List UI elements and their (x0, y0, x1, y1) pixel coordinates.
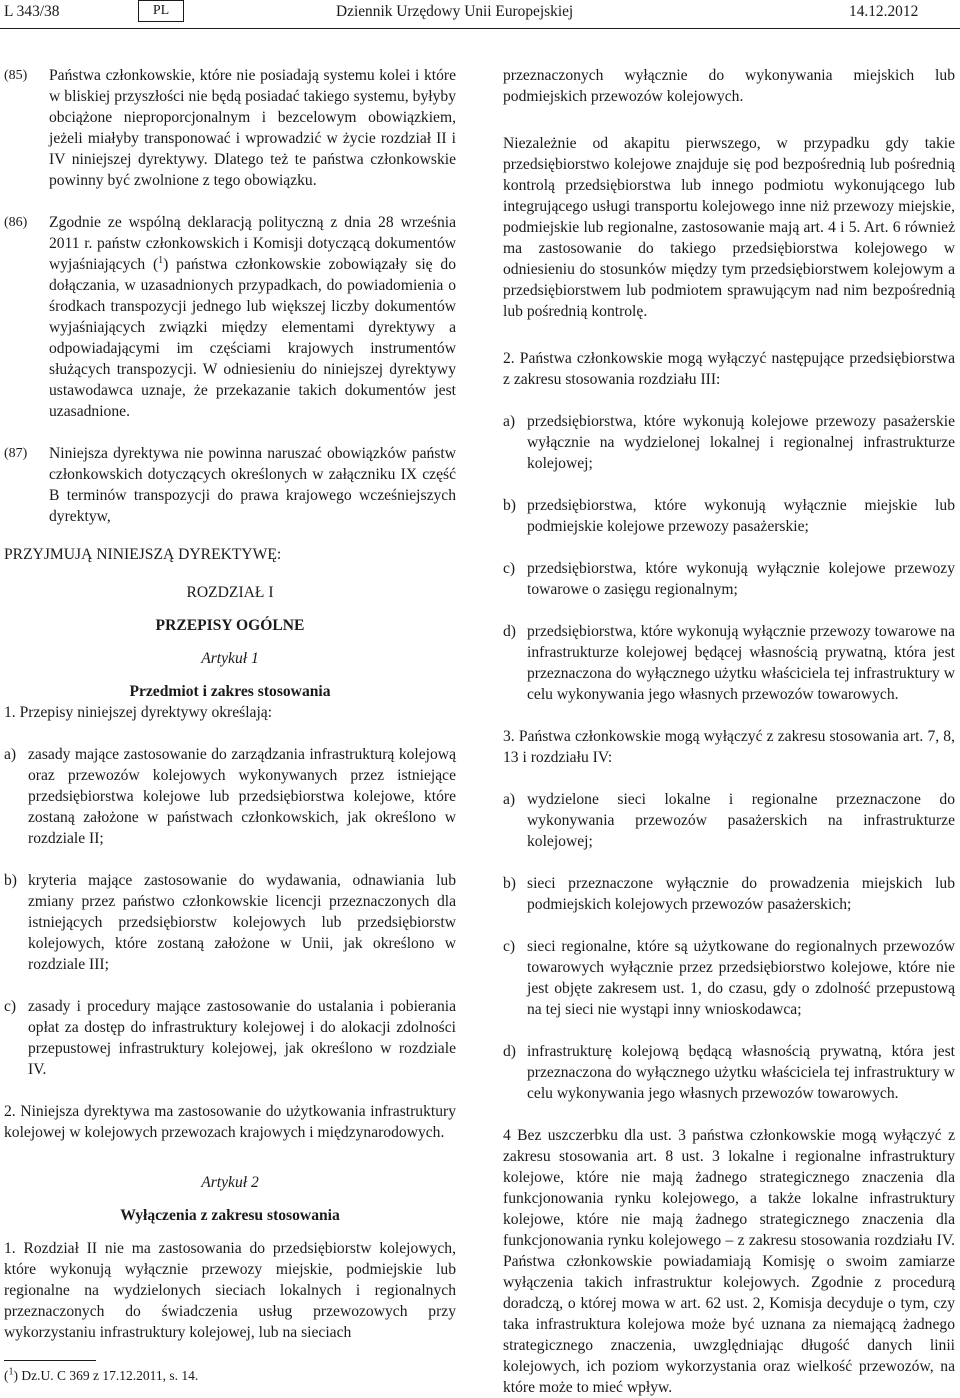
page-header (0, 0, 960, 26)
footnote: ($^1$) Dz.U. C 369 z 17.12.2011, s. 14. (4, 1366, 199, 1383)
list-item: a) przedsiębiorstwa, które wykonują kolejowe przewozy pasażerskie wyłącznie na wydzielonej lokalnej i regionalnej infrastrukturze kolejowej; (503, 413, 955, 472)
list-item: c) zasady i procedury mające zastosowanie do ustalania i pobierania opłat za dostęp do infrastruktury kolejowej i do alokacji zdolności przepustowej infrastruktury kolejowej, jak określono w rozdziale IV. (4, 998, 456, 1078)
right-column (503, 65, 955, 1398)
chapter-title: PRZEPISY OGÓLNE (155, 617, 305, 634)
article-1-paragraph-1: 1. Przepisy niniejszej dyrektywy określają: (4, 704, 273, 721)
list-item: a) wydzielone sieci lokalne i regionalne przeznaczone do wykonywania przewozów pasażerskich na infrastrukturze kolejowej; (503, 791, 955, 850)
list-item: a) zasady mające zastosowanie do zarządzania infrastrukturą kolejową oraz przewozów kolejowych wykonywanych przez istniejące przedsiębiorstwa kolejowe lub przedsiębiorstwa kolejowe, które zostaną założone w państwach członkowskich, jak określono w rozdziale II; (4, 746, 456, 847)
article-1-paragraph-2: 2. Niniejsza dyrektywa ma zastosowanie do użytkowania infrastruktury kolejowej w kolejowych przewozach krajowych i międzynarodowych. (4, 1103, 456, 1141)
article-2-paragraph-1: 1. Rozdział II nie ma zastosowania do przedsiębiorstw kolejowych, które wykonują wyłącznie przewozy miejskie, podmiejskie lub regionalne na wydzielonych sieciach lokalnych i regionalnych przeznaczonych do świadczenia usług przewozowych przy wykorzystaniu infrastruktury kolejowej, lub na sieciach (4, 1240, 456, 1341)
list-item: b) przedsiębiorstwa, które wykonują wyłącznie miejskie lub podmiejskie kolejowe przewozy pasażerskie; (503, 497, 955, 535)
recital-text: Zgodnie ze wspólną deklaracją polityczną z dnia 28 września 2011 r. państw członkowskich i Komisji dotyczącą dokumentów wyjaśniających ($^1$) państwa członkowskie zobowiązały się do dołączania, w uzasadnionych przypadkach, do powiadomienia o środkach transpozycji jednego lub większej liczby dokumentów wyjaśniających związki między elementami dyrektywy a odpowiadającymi im częściami krajowych instrumentów służących transpozycji. W odniesieniu do niniejszej dyrektywy ustawodawca uznaje, że przekazanie takich dokumentów jest uzasadnione. (49, 214, 456, 420)
footnote-text: Dz.U. C 369 z 17.12.2011, s. 14. (21, 1368, 199, 1383)
article-1-heading: Artykuł 1 (201, 650, 259, 667)
article-2-paragraph-1-subparagraph: Niezależnie od akapitu pierwszego, w przypadku gdy takie przedsiębiorstwo kolejowe znajduje się pod bezpośrednią lub pośrednią kontrolą przedsiębiorstwa lub innego podmiotu wykonującego lub integrującego usługi transportu kolejowego inne niż przewozy miejskie, podmiejskie lub regionalne, zastosowanie mają art. 4 i 5. Art. 6 również ma zastosowanie do takiego przedsiębiorstwa kolejowego w odniesieniu do stosunków między tym przedsiębiorstwem kolejowym a przedsiębiorstwem lub podmiotem sprawującym nad nim bezpośrednią lub pośrednią kontrolę. (503, 135, 955, 320)
publication-date: 14.12.2012 (849, 3, 919, 20)
left-column (4, 65, 456, 1343)
recital-number: (86) (4, 215, 28, 230)
header-divider (0, 28, 960, 29)
footnote-divider (4, 1360, 96, 1361)
recital-text: Niniejsza dyrektywa nie powinna naruszać obowiązków państw członkowskich dotyczących określonych w załączniku IX część B terminów transpozycji do prawa krajowego wcześniejszych dyrektyw, (49, 445, 456, 525)
article-1-title: Przedmiot i zakres stosowania (129, 683, 331, 700)
article-2-title: Wyłączenia z zakresu stosowania (120, 1207, 340, 1224)
chapter-heading: ROZDZIAŁ I (186, 584, 274, 601)
footnote-number: 1 (8, 1366, 14, 1378)
page-reference: L 343/38 (4, 3, 60, 20)
recital-87 (4, 443, 456, 527)
recital-number: (87) (4, 446, 28, 461)
continuation-text: przeznaczonych wyłącznie do wykonywania miejskich lub podmiejskich przewozów kolejowych. (503, 67, 955, 105)
list-item: c) przedsiębiorstwa, które wykonują wyłącznie kolejowe przewozy towarowe o zasięgu regionalnym; (503, 560, 955, 598)
recital-86 (4, 212, 456, 422)
footnote-reference[interactable]: 1 (158, 254, 164, 266)
list-item: b) sieci przeznaczone wyłącznie do prowadzenia miejskich lub podmiejskich kolejowych przewozów pasażerskich; (503, 875, 955, 913)
article-2-paragraph-4: 4 Bez uszczerbku dla ust. 3 państwa członkowskie mogą wyłączyć z zakresu stosowania art. 8 ust. 3 lokalne i regionalne infrastruktury kolejowe, które nie mają żadnego strategicznego znaczenia dla funkcjonowania rynku kolejowego, a także lokalne infrastruktury kolejowe, które nie mają żadnego strategicznego znaczenia dla funkcjonowania rynku kolejowego – z zakresu stosowania rozdziału IV. Państwa członkowskie powiadamiają Komisję o swoim zamiarze wyłączenia takich infrastruktur kolejowych. Zgodnie z procedurą doradczą, o której mowa w art. 62 ust. 2, Komisja decyduje o tym, czy taka infrastruktura kolejowa może być uznana za niemającą żadnego strategicznego znaczenia, uwzględniając długość danych linii kolejowych, ich poziom wykorzystania oraz wielkość przewozów, na które może to mieć wpływ. (503, 1127, 955, 1396)
recital-85 (4, 65, 456, 191)
article-2-heading: Artykuł 2 (201, 1174, 259, 1191)
recital-number: (85) (4, 68, 28, 83)
list-item: d) infrastrukturę kolejową będącą własnością prywatną, która jest przeznaczona do wyłącznego użytku właściciela tej infrastruktury w celu wykonywania jego własnych przewozów towarowych. (503, 1043, 955, 1102)
list-item: b) kryteria mające zastosowanie do wydawania, odnawiania lub zmiany przez państwo członkowskie licencji przeznaczonych dla istniejących przedsiębiorstw kolejowych lub przedsiębiorstw kolejowych, które zostaną założone w Unii, jak określono w rozdziale III; (4, 872, 456, 973)
article-2-paragraph-3: 3. Państwa członkowskie mogą wyłączyć z zakresu stosowania art. 7, 8, 13 i rozdziału IV: (503, 728, 955, 766)
recital-text: Państwa członkowskie, które nie posiadają systemu kolei i które w bliskiej przyszłości nie będą posiadać takiego systemu, byłyby obciążone nieproporcjonalnym i bezcelowym obowiązkiem, jeżeli miałyby transponować i wprowadzić w życie rozdział II i IV niniejszej dyrektywy. Dlatego też te państwa członkowskie powinny być zwolnione z tego obowiązku. (49, 67, 456, 189)
article-2-paragraph-2: 2. Państwa członkowskie mogą wyłączyć następujące przedsiębiorstwa z zakresu stosowania rozdziału III: (503, 350, 955, 388)
language-badge: PL (138, 0, 184, 22)
list-item: d) przedsiębiorstwa, które wykonują wyłącznie przewozy towarowe na infrastrukturze kolejowej będącej własnością prywatną, która jest przeznaczona do wyłącznego użytku właściciela tej infrastruktury w celu wykonywania jego własnych przewozów towarowych. (503, 623, 955, 703)
adoption-formula: PRZYJMUJĄ NINIEJSZĄ DYREKTYWĘ: (4, 546, 282, 563)
list-item: c) sieci regionalne, które są użytkowane do regionalnych przewozów towarowych wyłącznie przez przedsiębiorstwo kolejowe, które nie jest objęte zakresem ust. 1, do czasu, gdy o zdolność przepustową na tej sieci nie wystąpi inny wnioskodawca; (503, 938, 955, 1018)
journal-title: Dziennik Urzędowy Unii Europejskiej (336, 3, 574, 20)
